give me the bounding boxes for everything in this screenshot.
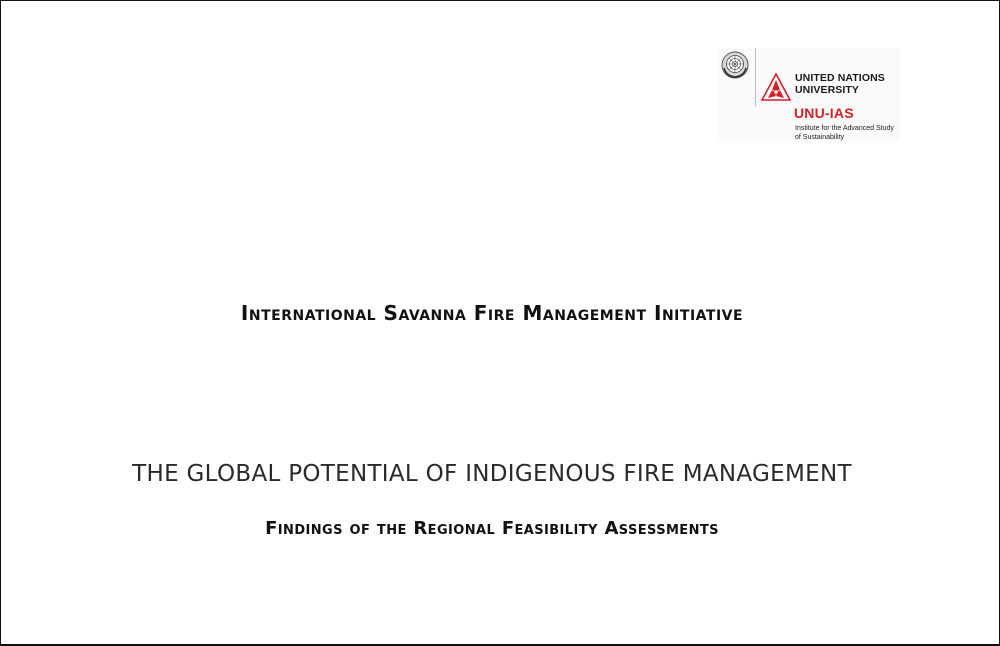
logo-divider	[755, 48, 756, 106]
unu-ias-logo	[718, 48, 900, 140]
tagline-line-2: of Sustainability	[795, 133, 845, 141]
tagline-line-1: Institute for the Advanced Study	[795, 125, 894, 132]
unu-triangle-mark-icon	[760, 72, 792, 104]
institute-tagline	[795, 125, 894, 142]
org-name-line-1: UNITED NATIONS	[795, 72, 885, 84]
org-name	[795, 72, 885, 96]
page-subtitle: Findings of the Regional Feasibility Assessments	[265, 518, 719, 539]
initiative-title: International Savanna Fire Management Initiative	[240, 301, 744, 325]
un-emblem-icon	[720, 50, 750, 80]
page-title: THE GLOBAL POTENTIAL OF INDIGENOUS FIRE MANAGEMENT	[132, 461, 852, 487]
institute-acronym: UNU-IAS	[794, 105, 854, 121]
org-name-line-2: UNIVERSITY	[795, 84, 860, 96]
